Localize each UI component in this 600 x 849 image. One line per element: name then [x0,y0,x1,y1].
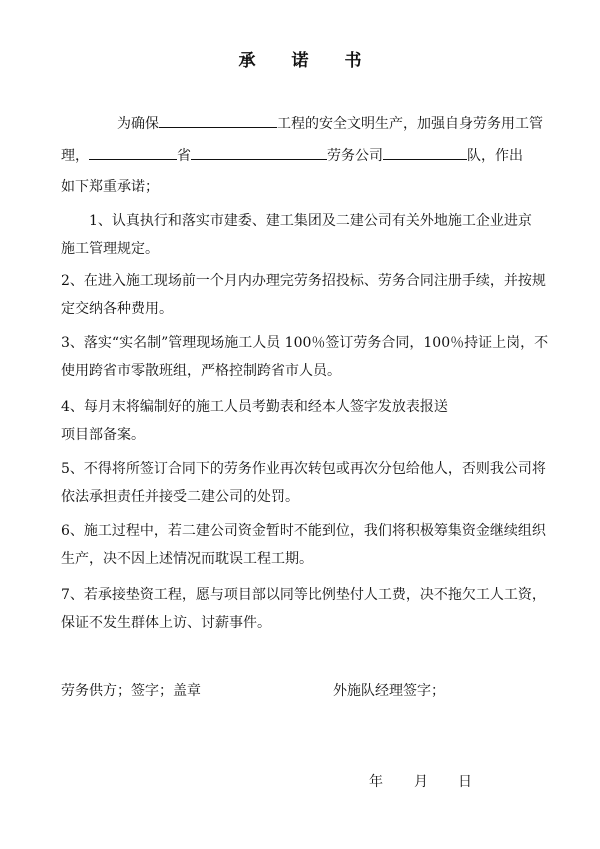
item-1-line-2: 施工管理规定。 [61,241,159,257]
project-name-blank [159,113,277,128]
date-month-label: 月 [414,774,428,790]
item-6-line-2: 生产，决不因上述情况而耽误工程工期。 [61,551,313,567]
item-5-line-2: 依法承担责任并接受二建公司的处罚。 [61,489,299,505]
item-7-line-1: 7、若承接垫资工程，愿与项目部以同等比例垫付人工费，决不拖欠工人工资， [61,587,546,603]
intro-line-2 [61,145,551,166]
province-blank [89,145,177,160]
item-4-line-1: 4、每月末将编制好的施工人员考勤表和经本人签字发放表报送 [61,399,448,415]
title-char: 诺 [291,51,309,71]
intro-line-1 [61,113,551,134]
title-char: 书 [344,51,362,71]
page-title [0,46,600,71]
item-3-line-1: 3、落实“实名制”管理现场施工人员 100％签订劳务合同，100％持证上岗，不 [61,335,549,351]
date-day-label: 日 [458,774,472,790]
intro-line-3: 如下郑重承诺； [61,179,159,195]
title-char: 承 [238,51,256,71]
team-blank [383,145,467,160]
item-3-line-2: 使用跨省市零散班组，严格控制跨省市人员。 [61,363,341,379]
intro-line2-start: 理， [61,148,89,164]
item-1-line-1: 1、认真执行和落实市建委、建工集团及二建公司有关外地施工企业进京 [89,213,532,229]
company-label: 劳务公司 [327,148,383,164]
intro-after-project: 工程的安全文明生产，加强自身劳务用工管 [277,116,543,132]
item-7-line-2: 保证不发生群体上访、讨薪事件。 [61,615,271,631]
item-4-line-2: 项目部备案。 [61,427,145,443]
supplier-signature-label: 劳务供方；签字；盖章 [61,683,201,699]
team-label: 队，作出 [467,148,523,164]
province-label: 省 [177,148,191,164]
item-5-line-1: 5、不得将所签订合同下的劳务作业再次转包或再次分包给他人，否则我公司将 [61,461,546,477]
item-6-line-1: 6、施工过程中，若二建公司资金暂时不能到位，我们将积极筹集资金继续组织 [61,523,546,539]
team-manager-signature-label: 外施队经理签字； [333,683,445,699]
item-2-line-1: 2、在进入施工现场前一个月内办理完劳务招投标、劳务合同注册手续，并按规 [61,273,546,289]
company-blank [191,145,327,160]
intro-prefix: 为确保 [117,116,159,132]
date-year-label: 年 [369,774,383,790]
item-2-line-2: 定交纳各种费用。 [61,301,173,317]
